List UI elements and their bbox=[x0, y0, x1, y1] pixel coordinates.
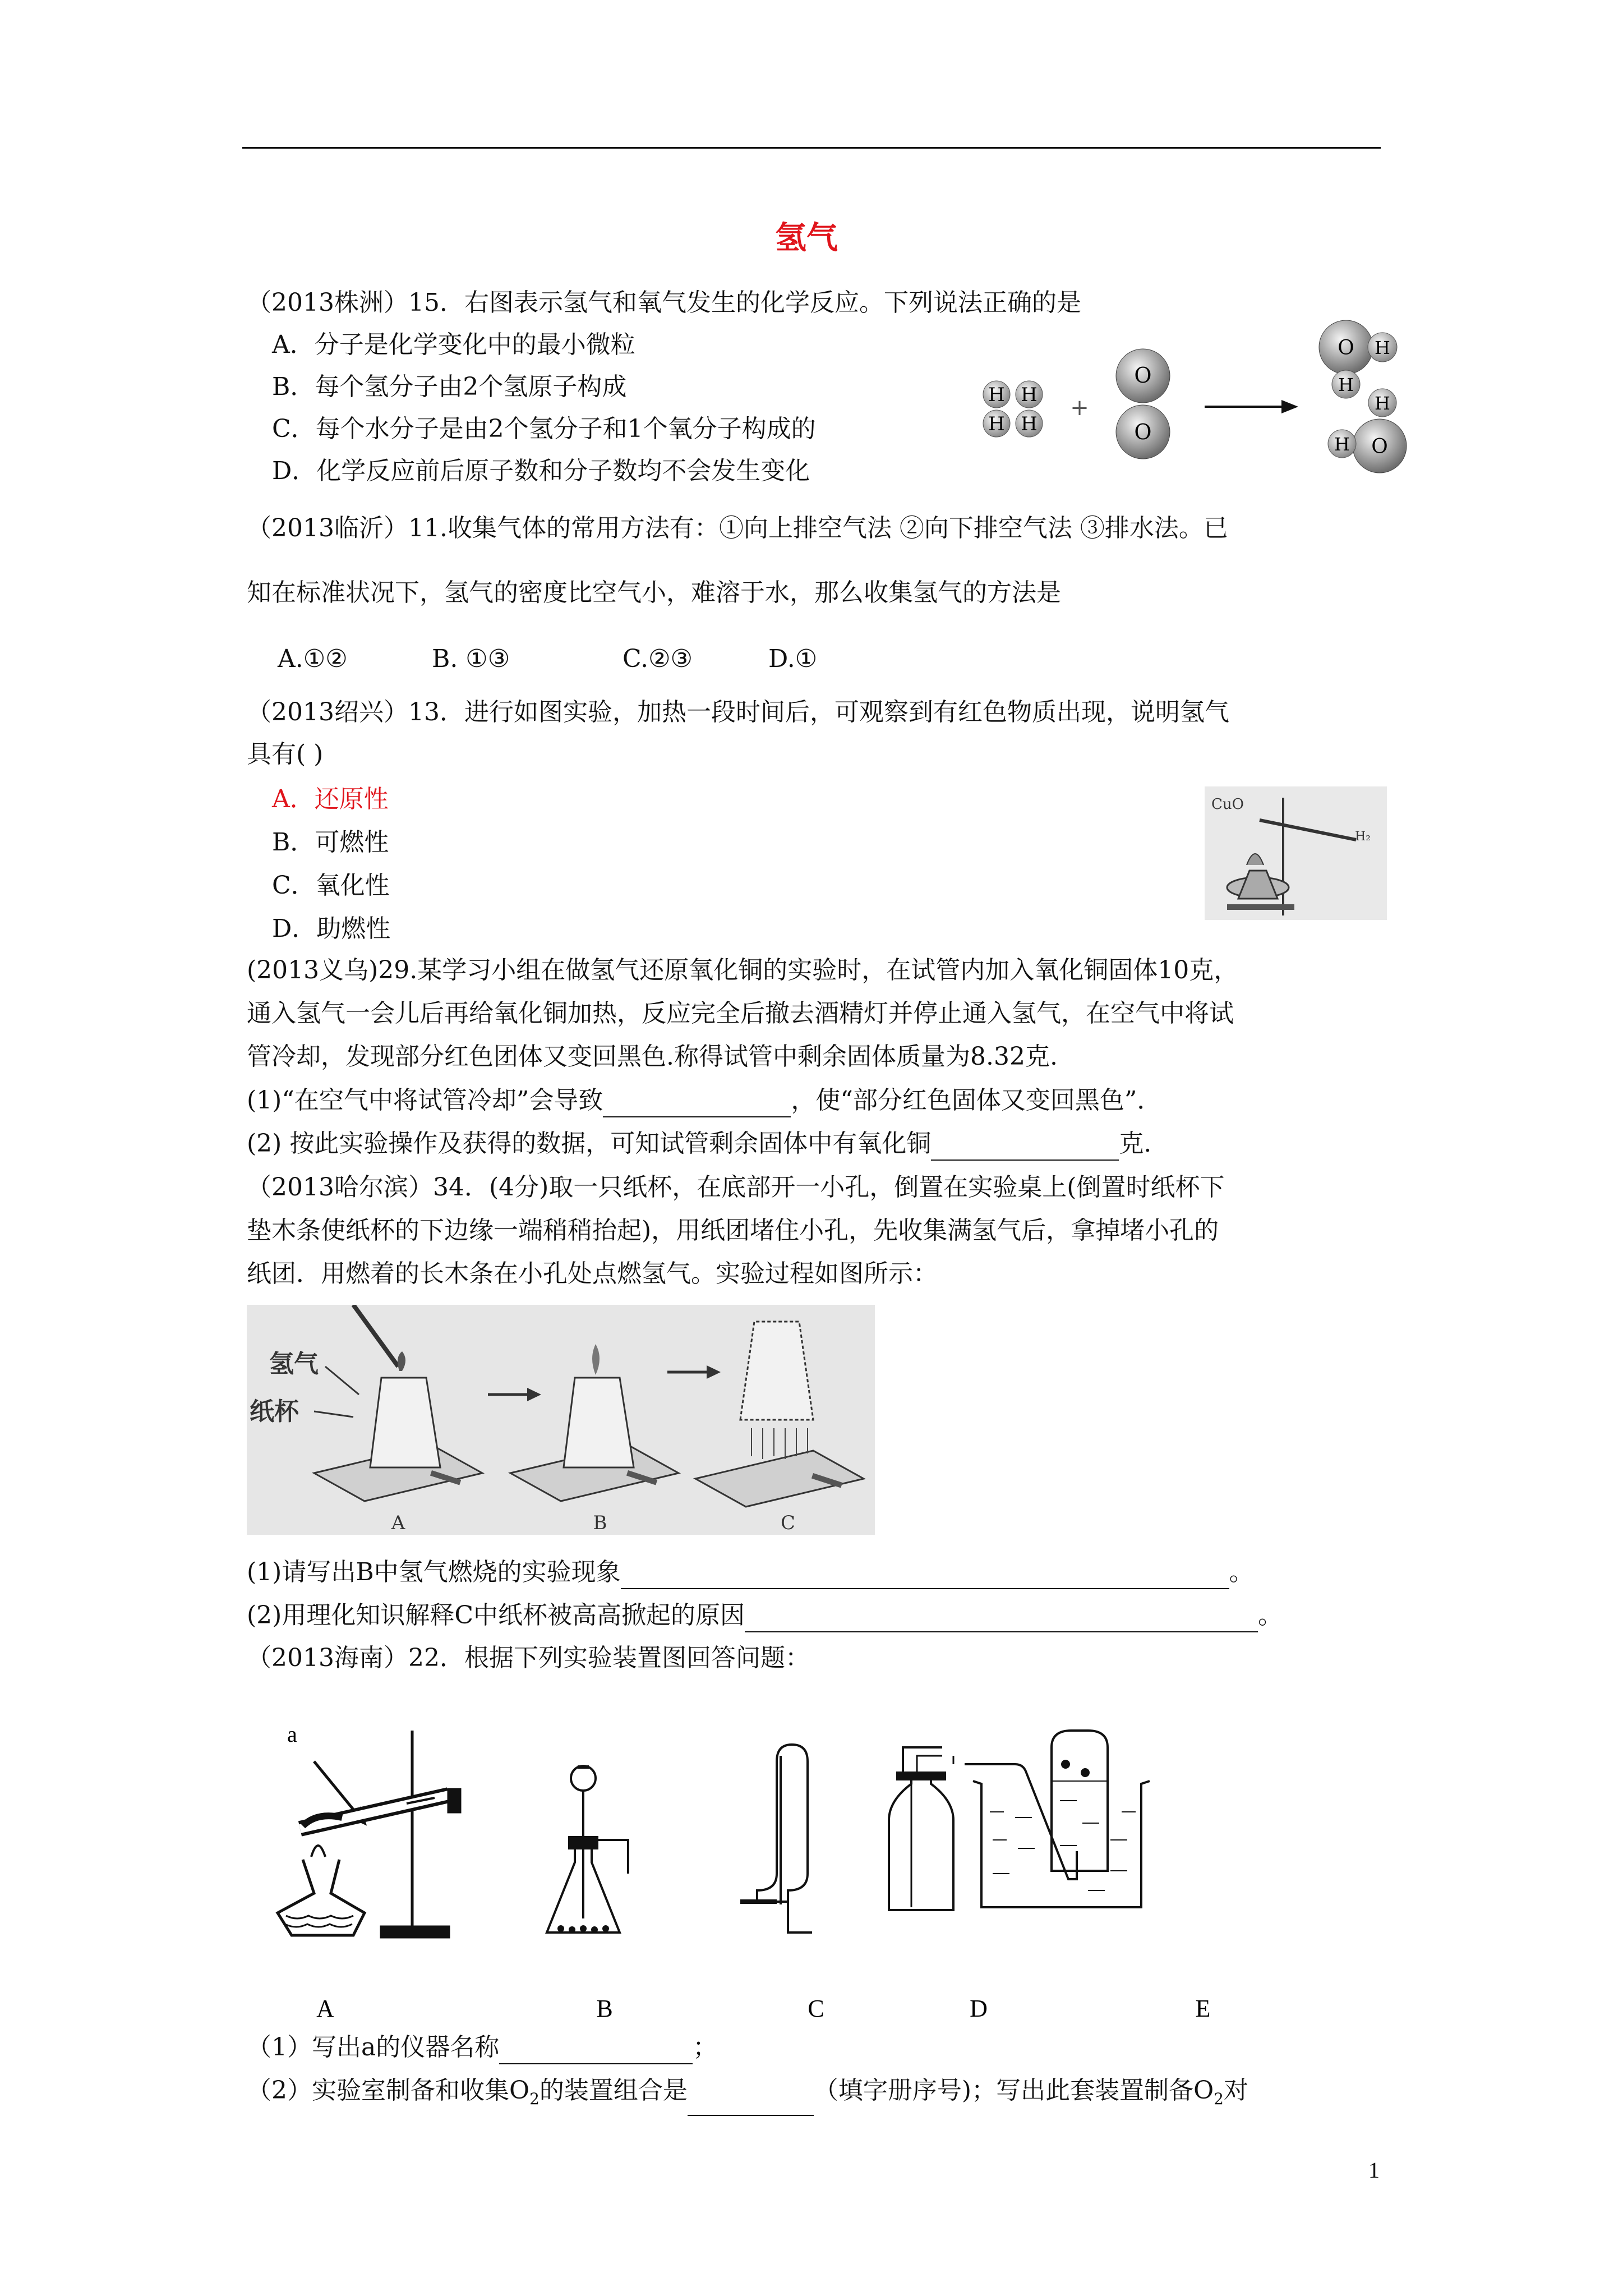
q1-option-b: B．每个氢分子由2个氢原子构成 bbox=[272, 372, 627, 401]
q5-stem-line2: 垫木条使纸杯的下边缘一端稍稍抬起)，用纸团堵住小孔，先收集满氢气后，拿掉堵小孔的 bbox=[247, 1216, 1219, 1245]
apparatus-label-c: C bbox=[808, 1995, 824, 2022]
h-atom-label: H bbox=[1338, 374, 1354, 395]
apparatus-b bbox=[547, 1766, 628, 1933]
q4-stem-line3: 管冷却，发现部分红色团体又变回黑色.称得试管中剩余固体质量为8.32克. bbox=[247, 1042, 1058, 1071]
lab-apparatus-figure bbox=[269, 1711, 1267, 2025]
reaction-arrow-icon bbox=[1205, 400, 1298, 413]
stage-b-label: B bbox=[593, 1512, 607, 1534]
q6-sub2-answer-blank[interactable] bbox=[688, 2089, 814, 2116]
o-atom-label: O bbox=[1134, 420, 1152, 444]
apparatus-label-e: E bbox=[1195, 1995, 1211, 2022]
q2-option-a: A.①② bbox=[278, 645, 348, 673]
stage-c-label: C bbox=[780, 1512, 796, 1534]
reaction-diagram bbox=[965, 311, 1413, 491]
cuo-reduction-apparatus bbox=[1205, 786, 1387, 920]
header-rule bbox=[242, 147, 1381, 149]
o-atom-label: O bbox=[1338, 337, 1354, 360]
q3-option-b: B．可燃性 bbox=[272, 828, 389, 857]
q1-option-d: D．化学反应前后原子数和分子数均不会发生变化 bbox=[272, 457, 810, 485]
q5-stem-line1: （2013哈尔滨）34．(4分)取一只纸杯，在底部开一小孔，倒置在实验桌上(倒置时纸杯下 bbox=[247, 1173, 1225, 1202]
q5-stem-line3: 纸团．用燃着的长木条在小孔处点燃氢气。实验过程如图所示： bbox=[247, 1259, 938, 1288]
q3-stem-line2: 具有( ) bbox=[247, 740, 324, 769]
q5-sub2-answer-blank[interactable] bbox=[745, 1605, 1258, 1632]
q6-stem: （2013海南）22．根据下列实验装置图回答问题： bbox=[247, 1644, 810, 1672]
apparatus-label-d: D bbox=[970, 1995, 988, 2022]
q4-stem-line2: 通入氢气一会儿后再给氧化铜加热，反应完全后撤去酒精灯并停止通入氢气，在空气中将试 bbox=[247, 999, 1234, 1028]
q5-sub1-answer-blank[interactable] bbox=[621, 1562, 1229, 1589]
o-atom-label: O bbox=[1134, 363, 1152, 388]
q3-stem-line1: （2013绍兴）13．进行如图实验，加热一段时间后，可观察到有红色物质出现，说明氢气 bbox=[247, 698, 1229, 726]
h-atom-label: H bbox=[1021, 384, 1038, 406]
q2-stem-line2: 知在标准状况下，氢气的密度比空气小，难溶于水，那么收集氢气的方法是 bbox=[247, 578, 1061, 607]
q2-option-b: B. ①③ bbox=[432, 645, 510, 673]
q5-sub1: (1)请写出B中氢气燃烧的实验现象 。 bbox=[247, 1556, 1254, 1589]
hydrogen-molecules bbox=[983, 381, 1043, 437]
q3-option-c: C．氧化性 bbox=[272, 871, 390, 900]
h-atom-label: H bbox=[988, 384, 1005, 406]
h-atom-label: H bbox=[1021, 413, 1038, 435]
h-atom-label: H bbox=[988, 413, 1005, 435]
cuo-label: CuO bbox=[1211, 796, 1244, 813]
q3-option-a: A．还原性 bbox=[272, 785, 389, 813]
h-atom-label: H bbox=[1375, 337, 1390, 358]
o-atom-label: O bbox=[1371, 435, 1388, 458]
h2-label: H₂ bbox=[1355, 830, 1371, 844]
q2-option-c: C.②③ bbox=[623, 645, 693, 673]
q6-sub1-answer-blank[interactable] bbox=[499, 2037, 693, 2064]
q4-sub1-answer-blank[interactable] bbox=[603, 1091, 791, 1117]
hydrogen-label: 氢气 bbox=[269, 1350, 319, 1378]
water-molecules bbox=[1319, 320, 1407, 473]
q3-option-d: D．助燃性 bbox=[272, 914, 391, 943]
arrow-label-a: a bbox=[287, 1722, 297, 1747]
apparatus-c bbox=[740, 1745, 812, 1932]
q4-sub2: (2) 按此实验操作及获得的数据，可知试管剩余固体中有氧化铜 克. bbox=[247, 1127, 1151, 1161]
page-title: 氢气 bbox=[775, 220, 838, 256]
q2-stem-line1: （2013临沂）11.收集气体的常用方法有：①向上排空气法 ②向下排空气法 ③排水法。已 bbox=[247, 514, 1228, 542]
q5-sub2: (2)用理化知识解释C中纸杯被高高掀起的原因 。 bbox=[247, 1599, 1283, 1632]
page-number: 1 bbox=[1368, 2157, 1380, 2183]
q4-sub2-answer-blank[interactable] bbox=[931, 1134, 1119, 1161]
stage-a-label: A bbox=[391, 1512, 405, 1534]
q1-stem: （2013株洲）15．右图表示氢气和氧气发生的化学反应。下列说法正确的是 bbox=[247, 288, 1081, 317]
apparatus-a bbox=[278, 1731, 460, 1937]
apparatus-d bbox=[889, 1747, 953, 1910]
q4-stem-line1: (2013义乌)29.某学习小组在做氢气还原氧化铜的实验时，在试管内加入氧化铜固体10克， bbox=[247, 956, 1239, 984]
plus-sign: + bbox=[1070, 395, 1089, 421]
q2-option-d: D.① bbox=[768, 645, 818, 673]
h-atom-label: H bbox=[1334, 434, 1350, 455]
q6-sub1: （1）写出a的仪器名称 ； bbox=[247, 2031, 717, 2064]
apparatus-e bbox=[965, 1731, 1150, 1907]
h-atom-label: H bbox=[1375, 393, 1390, 414]
oxygen-molecule bbox=[1116, 349, 1170, 459]
apparatus-label-a: A bbox=[316, 1995, 334, 2022]
paper-cup-label: 纸杯 bbox=[250, 1397, 299, 1426]
q6-sub2: （2）实验室制备和收集$O_2$的装置组合是 （填字册序号)；写出此套装置制备$O_2$对 bbox=[247, 2074, 1248, 2116]
apparatus-label-b: B bbox=[596, 1995, 613, 2022]
paper-cup-hydrogen-figure bbox=[247, 1305, 875, 1535]
q1-option-a: A．分子是化学变化中的最小微粒 bbox=[272, 330, 635, 359]
q4-sub1: (1)“在空气中将试管冷却”会导致 ，使“部分红色固体又变回黑色”． bbox=[247, 1084, 1161, 1117]
q1-option-c: C．每个水分子是由2个氢分子和1个氧分子构成的 bbox=[272, 415, 816, 443]
